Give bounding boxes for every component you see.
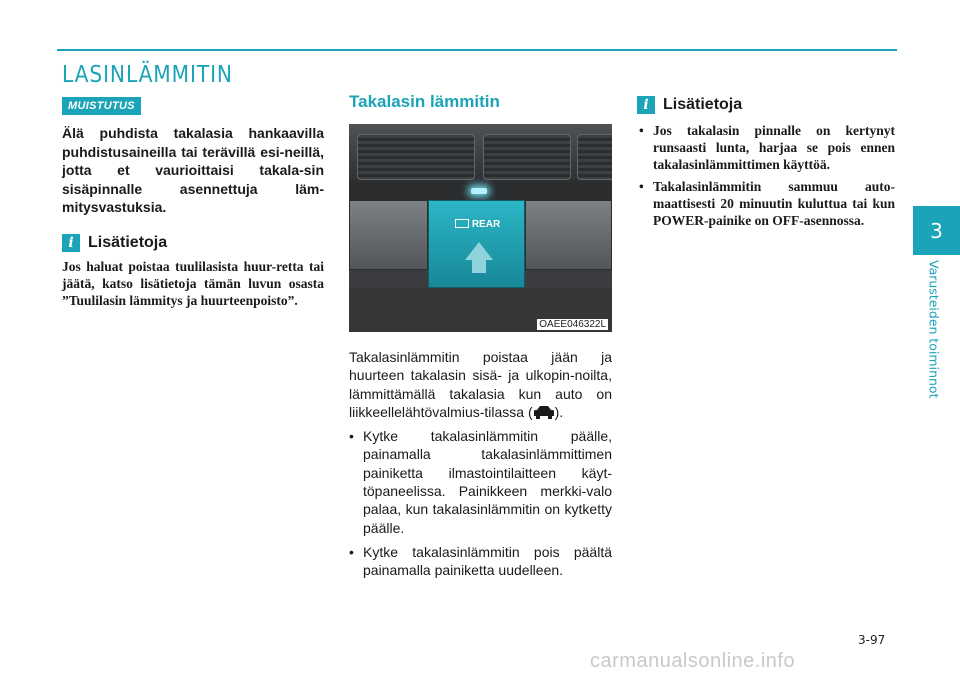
vent-left — [357, 134, 475, 180]
arrow-up-icon — [465, 242, 493, 260]
chapter-title-text: Varusteiden toiminnot — [926, 260, 942, 399]
middle-column — [349, 92, 612, 586]
vent-center — [483, 134, 571, 180]
rear-defrost-icon — [455, 219, 469, 228]
info-heading-right — [637, 96, 895, 114]
list-item: • Jos takalasin pinnalle on kertynyt runsaasti lunta, harjaa se pois ennen takalasinlämmittimen käyttöä. — [637, 122, 895, 173]
list-item: • Kytke takalasinlämmitin päälle, painamalla takalasinlämmittimen painiketta ilmastointilaitteen käyt-töpaneelissa. Painikkeen merkki-valo palaa, kun takalasinlämmitin on kytketty päälle. — [349, 427, 612, 537]
instruction-list — [349, 427, 612, 579]
list-item: • Takalasinlämmitin sammuu auto-maattisesti 20 minuutin kuluttua tai kun POWER-painike on OFF-asennossa. — [637, 178, 895, 229]
page-number: 3-97 — [858, 633, 886, 647]
photo-code: OAEE046322L — [539, 319, 606, 330]
info-icon: i — [62, 234, 80, 252]
info-heading — [62, 234, 324, 252]
panel-button-left — [349, 200, 428, 270]
vent-right — [577, 134, 612, 180]
ready-car-icon — [533, 405, 555, 419]
rear-label-text: REAR — [471, 219, 501, 230]
description-part-1: Takalasinlämmitin poistaa jään ja huurteen takalasin sisä- ja ulkopin-noilta, lämmittämällä takalasia kun auto on liikkeellelähtövalmius-tilassa ( — [349, 349, 612, 420]
indicator-light-icon — [471, 188, 487, 194]
description-part-2: ). — [554, 403, 564, 420]
chapter-tab: 3 — [913, 206, 960, 255]
info-icon: i — [637, 96, 655, 114]
section-title: LASINLÄMMITIN — [62, 62, 233, 88]
control-panel-photo — [349, 124, 612, 332]
top-rule — [57, 49, 897, 51]
subsection-title: Takalasin lämmitin — [349, 92, 500, 111]
info-text: Jos haluat poistaa tuulilasista huur-retta tai jäätä, katso lisätietoja tämän luvun osasta ”Tuulilasin lämmitys ja huurteenpoisto”. — [62, 258, 324, 308]
info-title: Lisätietoja — [663, 96, 743, 113]
list-item: • Kytke takalasinlämmitin pois päältä painamalla painiketta uudelleen. — [349, 543, 612, 580]
left-column — [62, 96, 324, 309]
description-text — [349, 348, 612, 421]
right-column — [637, 96, 895, 234]
caution-badge: MUISTUTUS — [62, 97, 141, 115]
info-list — [637, 122, 895, 229]
arrow-stem — [472, 259, 486, 273]
info-title: Lisätietoja — [88, 233, 168, 251]
watermark: carmanualsonline.info — [590, 650, 796, 672]
chapter-title — [922, 260, 946, 400]
panel-button-right — [525, 200, 612, 270]
caution-text: Älä puhdista takalasia hankaavilla puhdistusaineilla tai terävillä esi-neillä, jotta et vaurioittaisi takala-sin sisäpinnalle asennettuja läm-mitysvastuksia. — [62, 125, 324, 215]
rear-defrost-label — [429, 219, 526, 230]
